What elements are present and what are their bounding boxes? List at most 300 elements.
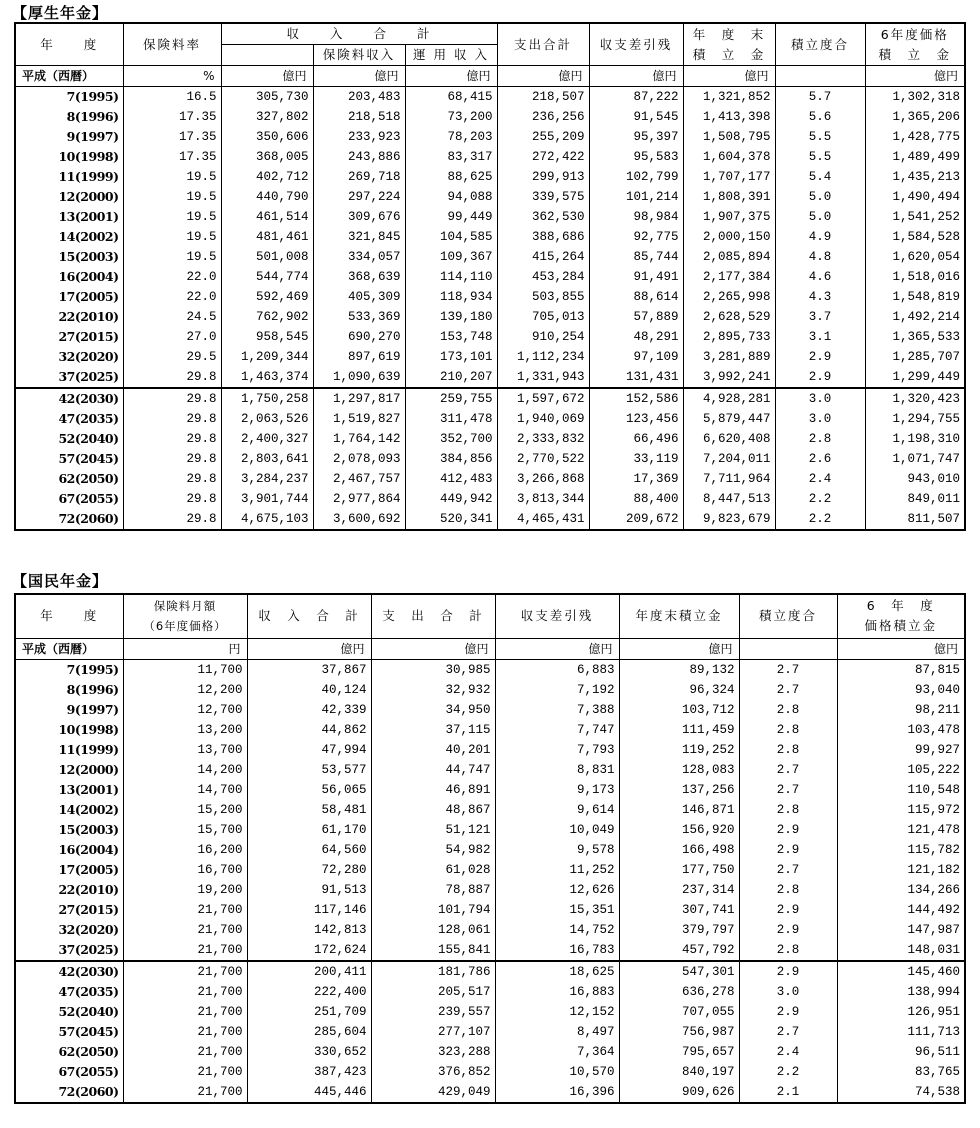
- kokumin-cell-income-total: 72,280: [247, 860, 371, 880]
- kosei-cell-rate: 19.5: [123, 207, 221, 227]
- kosei-cell-rate: 19.5: [123, 247, 221, 267]
- kokumin-cell-expense-total: 48,867: [371, 800, 495, 820]
- kosei-cell-income-investment: 88,625: [405, 167, 497, 187]
- kosei-cell-reserve: 3,992,241: [683, 367, 775, 388]
- kokumin-cell-year: 37(2025): [15, 940, 123, 961]
- kokumin-header-premium: [123, 594, 247, 638]
- kokumin-cell-balance: 16,783: [495, 940, 619, 961]
- kosei-cell-income-investment: 153,748: [405, 327, 497, 347]
- kosei-cell-year: 32(2020): [15, 347, 123, 367]
- kosei-header-ratio: 積立度合: [775, 23, 865, 66]
- kokumin-header-ratio: 積立度合: [739, 594, 837, 638]
- kosei-cell-income-premium: 2,467,757: [313, 469, 405, 489]
- kosei-cell-reserve: 1,508,795: [683, 127, 775, 147]
- kosei-cell-balance: 131,431: [589, 367, 683, 388]
- kosei-unit-rate: %: [123, 66, 221, 87]
- kosei-cell-balance: 87,222: [589, 87, 683, 108]
- kosei-cell-income-investment: 449,942: [405, 489, 497, 509]
- kosei-cell-income-investment: 259,755: [405, 388, 497, 409]
- kokumin-cell-expense-total: 32,932: [371, 680, 495, 700]
- kokumin-cell-year: 13(2001): [15, 780, 123, 800]
- kokumin-cell-balance: 9,614: [495, 800, 619, 820]
- kosei-header-reserve-line1: 年 度 末: [692, 26, 766, 42]
- kosei-cell-income-premium: 1,764,142: [313, 429, 405, 449]
- kosei-header-reserve-line2: 積 立 金: [692, 46, 766, 62]
- kosei-cell-reserve6: 811,507: [865, 509, 965, 530]
- kokumin-cell-reserve: 379,797: [619, 920, 739, 940]
- kokumin-cell-reserve: 146,871: [619, 800, 739, 820]
- kosei-cell-expense-total: 705,013: [497, 307, 589, 327]
- kosei-cell-ratio: 4.8: [775, 247, 865, 267]
- kosei-cell-income-total: 2,803,641: [221, 449, 313, 469]
- kosei-cell-rate: 22.0: [123, 287, 221, 307]
- kokumin-cell-reserve6: 99,927: [837, 740, 965, 760]
- kosei-cell-rate: 29.8: [123, 469, 221, 489]
- kosei-cell-reserve: 1,321,852: [683, 87, 775, 108]
- kokumin-cell-reserve: 119,252: [619, 740, 739, 760]
- kosei-cell-year: 9(1997): [15, 127, 123, 147]
- kokumin-table-row: [15, 961, 965, 982]
- kokumin-cell-reserve: 156,920: [619, 820, 739, 840]
- kosei-cell-ratio: 2.6: [775, 449, 865, 469]
- kosei-cell-balance: 95,397: [589, 127, 683, 147]
- kosei-header-income-premium: 保険料収入: [313, 45, 405, 66]
- kosei-table-row: [15, 307, 965, 327]
- kosei-cell-rate: 17.35: [123, 147, 221, 167]
- kosei-cell-expense-total: 362,530: [497, 207, 589, 227]
- kokumin-cell-ratio: 2.9: [739, 961, 837, 982]
- kokumin-cell-balance: 8,497: [495, 1022, 619, 1042]
- kokumin-cell-ratio: 2.4: [739, 1042, 837, 1062]
- kokumin-cell-reserve6: 110,548: [837, 780, 965, 800]
- kosei-cell-ratio: 2.9: [775, 367, 865, 388]
- kosei-cell-rate: 29.8: [123, 509, 221, 530]
- kosei-table-row: [15, 509, 965, 530]
- kokumin-cell-balance: 16,883: [495, 982, 619, 1002]
- kosei-cell-rate: 19.5: [123, 227, 221, 247]
- kokumin-cell-reserve6: 111,713: [837, 1022, 965, 1042]
- kokumin-cell-income-total: 44,862: [247, 720, 371, 740]
- kosei-cell-balance: 152,586: [589, 388, 683, 409]
- kosei-cell-ratio: 2.4: [775, 469, 865, 489]
- kosei-table-row: [15, 207, 965, 227]
- kosei-cell-income-total: 4,675,103: [221, 509, 313, 530]
- kokumin-cell-year: 12(2000): [15, 760, 123, 780]
- kosei-cell-income-investment: 99,449: [405, 207, 497, 227]
- kosei-cell-income-premium: 233,923: [313, 127, 405, 147]
- kokumin-cell-premium: 15,700: [123, 820, 247, 840]
- kosei-cell-reserve6: 1,620,054: [865, 247, 965, 267]
- kosei-cell-reserve: 9,823,679: [683, 509, 775, 530]
- kosei-cell-balance: 17,369: [589, 469, 683, 489]
- kosei-cell-year: 11(1999): [15, 167, 123, 187]
- kosei-cell-income-investment: 520,341: [405, 509, 497, 530]
- kosei-cell-income-total: 762,902: [221, 307, 313, 327]
- kokumin-cell-year: 42(2030): [15, 961, 123, 982]
- kokumin-cell-income-total: 58,481: [247, 800, 371, 820]
- kokumin-cell-ratio: 2.7: [739, 760, 837, 780]
- kokumin-cell-balance: 9,578: [495, 840, 619, 860]
- kokumin-table: [14, 593, 966, 1104]
- kokumin-cell-balance: 16,396: [495, 1082, 619, 1103]
- kosei-header-balance: 収支差引残: [589, 23, 683, 66]
- kokumin-cell-balance: 18,625: [495, 961, 619, 982]
- kosei-cell-balance: 48,291: [589, 327, 683, 347]
- kosei-cell-reserve6: 1,428,775: [865, 127, 965, 147]
- kosei-cell-ratio: 3.1: [775, 327, 865, 347]
- kosei-cell-income-investment: 73,200: [405, 107, 497, 127]
- kokumin-cell-ratio: 2.2: [739, 1062, 837, 1082]
- kosei-table-row: [15, 147, 965, 167]
- kosei-cell-income-premium: 203,483: [313, 87, 405, 108]
- kosei-cell-reserve6: 1,541,252: [865, 207, 965, 227]
- kosei-cell-rate: 19.5: [123, 187, 221, 207]
- kosei-cell-expense-total: 236,256: [497, 107, 589, 127]
- kosei-cell-year: 62(2050): [15, 469, 123, 489]
- kosei-cell-expense-total: 1,940,069: [497, 409, 589, 429]
- kosei-table-row: [15, 327, 965, 347]
- kosei-cell-rate: 17.35: [123, 127, 221, 147]
- kosei-cell-reserve: 2,628,529: [683, 307, 775, 327]
- kokumin-cell-premium: 12,700: [123, 700, 247, 720]
- kosei-table: [14, 22, 966, 531]
- kosei-cell-expense-total: 2,333,832: [497, 429, 589, 449]
- kosei-table-row: [15, 87, 965, 108]
- kokumin-cell-balance: 7,747: [495, 720, 619, 740]
- kokumin-header-premium-line1: 保険料月額: [153, 599, 217, 614]
- kokumin-unit-ratio: [739, 638, 837, 659]
- kokumin-cell-premium: 21,700: [123, 1042, 247, 1062]
- kokumin-cell-premium: 19,200: [123, 880, 247, 900]
- kosei-cell-income-premium: 269,718: [313, 167, 405, 187]
- kokumin-header-balance: 収支差引残: [495, 594, 619, 638]
- kokumin-table-row: [15, 1082, 965, 1103]
- kokumin-cell-expense-total: 37,115: [371, 720, 495, 740]
- kokumin-cell-reserve: 166,498: [619, 840, 739, 860]
- kokumin-cell-premium: 21,700: [123, 1082, 247, 1103]
- kokumin-cell-expense-total: 30,985: [371, 659, 495, 680]
- kosei-cell-reserve6: 943,010: [865, 469, 965, 489]
- kokumin-cell-reserve6: 103,478: [837, 720, 965, 740]
- kokumin-cell-income-total: 40,124: [247, 680, 371, 700]
- kokumin-cell-reserve6: 87,815: [837, 659, 965, 680]
- kokumin-table-row: [15, 720, 965, 740]
- kosei-cell-income-investment: 94,088: [405, 187, 497, 207]
- kokumin-cell-ratio: 2.8: [739, 800, 837, 820]
- kokumin-table-row: [15, 900, 965, 920]
- kosei-cell-income-total: 327,802: [221, 107, 313, 127]
- kokumin-cell-year: 11(1999): [15, 740, 123, 760]
- kosei-unit-balance: 億円: [589, 66, 683, 87]
- kokumin-cell-reserve: 840,197: [619, 1062, 739, 1082]
- kosei-cell-reserve: 1,907,375: [683, 207, 775, 227]
- kosei-cell-income-investment: 83,317: [405, 147, 497, 167]
- kokumin-header-reserve6: [837, 594, 965, 638]
- kosei-cell-year: 13(2001): [15, 207, 123, 227]
- kosei-table-row: [15, 187, 965, 207]
- kosei-cell-balance: 101,214: [589, 187, 683, 207]
- kosei-cell-income-total: 3,901,744: [221, 489, 313, 509]
- kosei-cell-rate: 29.8: [123, 429, 221, 449]
- kokumin-table-row: [15, 920, 965, 940]
- kokumin-cell-premium: 21,700: [123, 1062, 247, 1082]
- kokumin-cell-year: 15(2003): [15, 820, 123, 840]
- kokumin-cell-reserve: 547,301: [619, 961, 739, 982]
- kokumin-cell-reserve: 636,278: [619, 982, 739, 1002]
- kosei-cell-year: 10(1998): [15, 147, 123, 167]
- kokumin-cell-year: 32(2020): [15, 920, 123, 940]
- kosei-cell-balance: 209,672: [589, 509, 683, 530]
- kosei-cell-ratio: 2.2: [775, 489, 865, 509]
- kosei-cell-reserve6: 1,294,755: [865, 409, 965, 429]
- kosei-cell-balance: 91,491: [589, 267, 683, 287]
- kokumin-cell-reserve6: 121,182: [837, 860, 965, 880]
- kosei-cell-year: 17(2005): [15, 287, 123, 307]
- kosei-cell-balance: 102,799: [589, 167, 683, 187]
- kokumin-cell-reserve6: 145,460: [837, 961, 965, 982]
- kosei-cell-reserve6: 1,198,310: [865, 429, 965, 449]
- kosei-cell-expense-total: 218,507: [497, 87, 589, 108]
- kokumin-cell-ratio: 2.7: [739, 680, 837, 700]
- kokumin-cell-income-total: 172,624: [247, 940, 371, 961]
- kokumin-cell-income-total: 142,813: [247, 920, 371, 940]
- kosei-cell-rate: 29.8: [123, 388, 221, 409]
- kosei-header-reserve6: [865, 23, 965, 66]
- kosei-cell-ratio: 2.9: [775, 347, 865, 367]
- kokumin-table-row: [15, 1042, 965, 1062]
- kokumin-cell-reserve6: 138,994: [837, 982, 965, 1002]
- kosei-unit-ratio: [775, 66, 865, 87]
- kosei-cell-income-premium: 533,369: [313, 307, 405, 327]
- kosei-table-row: [15, 489, 965, 509]
- kokumin-cell-premium: 21,700: [123, 1022, 247, 1042]
- kosei-cell-income-premium: 297,224: [313, 187, 405, 207]
- kokumin-table-row: [15, 840, 965, 860]
- kokumin-cell-income-total: 330,652: [247, 1042, 371, 1062]
- kosei-cell-reserve: 4,928,281: [683, 388, 775, 409]
- kosei-cell-rate: 29.8: [123, 409, 221, 429]
- kokumin-cell-income-total: 117,146: [247, 900, 371, 920]
- kokumin-cell-income-total: 42,339: [247, 700, 371, 720]
- kokumin-cell-balance: 12,152: [495, 1002, 619, 1022]
- kosei-cell-expense-total: 453,284: [497, 267, 589, 287]
- kosei-cell-income-total: 3,284,237: [221, 469, 313, 489]
- kosei-cell-year: 57(2045): [15, 449, 123, 469]
- kokumin-cell-ratio: 2.1: [739, 1082, 837, 1103]
- kokumin-cell-balance: 15,351: [495, 900, 619, 920]
- kosei-cell-year: 52(2040): [15, 429, 123, 449]
- kosei-cell-expense-total: 3,266,868: [497, 469, 589, 489]
- kokumin-table-row: [15, 880, 965, 900]
- kokumin-table-row: [15, 659, 965, 680]
- kokumin-cell-year: 22(2010): [15, 880, 123, 900]
- kokumin-cell-premium: 13,700: [123, 740, 247, 760]
- kokumin-cell-premium: 14,200: [123, 760, 247, 780]
- kokumin-cell-premium: 12,200: [123, 680, 247, 700]
- kosei-cell-year: 22(2010): [15, 307, 123, 327]
- kosei-cell-balance: 66,496: [589, 429, 683, 449]
- kokumin-cell-reserve: 103,712: [619, 700, 739, 720]
- kosei-cell-rate: 22.0: [123, 267, 221, 287]
- kokumin-cell-income-total: 61,170: [247, 820, 371, 840]
- kokumin-cell-reserve6: 115,972: [837, 800, 965, 820]
- kokumin-cell-income-total: 47,994: [247, 740, 371, 760]
- kokumin-cell-income-total: 387,423: [247, 1062, 371, 1082]
- kosei-cell-expense-total: 1,597,672: [497, 388, 589, 409]
- kosei-cell-expense-total: 3,813,344: [497, 489, 589, 509]
- kokumin-table-row: [15, 820, 965, 840]
- kosei-cell-reserve: 2,265,998: [683, 287, 775, 307]
- kokumin-cell-ratio: 2.8: [739, 700, 837, 720]
- kokumin-cell-income-total: 56,065: [247, 780, 371, 800]
- kokumin-cell-ratio: 2.9: [739, 920, 837, 940]
- kokumin-unit-income-total: 億円: [247, 638, 371, 659]
- kokumin-table-row: [15, 800, 965, 820]
- kokumin-cell-reserve: 795,657: [619, 1042, 739, 1062]
- kosei-cell-income-total: 544,774: [221, 267, 313, 287]
- kosei-cell-rate: 16.5: [123, 87, 221, 108]
- kosei-cell-ratio: 3.7: [775, 307, 865, 327]
- kokumin-cell-reserve: 457,792: [619, 940, 739, 961]
- kokumin-cell-premium: 21,700: [123, 982, 247, 1002]
- kosei-cell-balance: 97,109: [589, 347, 683, 367]
- kokumin-cell-ratio: 3.0: [739, 982, 837, 1002]
- kosei-cell-reserve6: 1,518,016: [865, 267, 965, 287]
- kosei-table-row: [15, 469, 965, 489]
- kokumin-cell-premium: 15,200: [123, 800, 247, 820]
- kokumin-cell-premium: 21,700: [123, 900, 247, 920]
- kokumin-cell-reserve6: 105,222: [837, 760, 965, 780]
- kokumin-cell-year: 7(1995): [15, 659, 123, 680]
- kosei-cell-ratio: 5.6: [775, 107, 865, 127]
- kosei-unit-income-premium: 億円: [313, 66, 405, 87]
- kosei-cell-reserve6: 1,489,499: [865, 147, 965, 167]
- kokumin-table-row: [15, 700, 965, 720]
- kosei-cell-year: 14(2002): [15, 227, 123, 247]
- kosei-cell-ratio: 5.5: [775, 127, 865, 147]
- kokumin-unit-premium: 円: [123, 638, 247, 659]
- kokumin-cell-reserve: 756,987: [619, 1022, 739, 1042]
- kokumin-table-row: [15, 940, 965, 961]
- kosei-header-income-investment: 運 用 収 入: [405, 45, 497, 66]
- kokumin-cell-reserve6: 144,492: [837, 900, 965, 920]
- kokumin-cell-expense-total: 239,557: [371, 1002, 495, 1022]
- kosei-table-row: [15, 107, 965, 127]
- kosei-cell-rate: 29.5: [123, 347, 221, 367]
- kokumin-cell-expense-total: 429,049: [371, 1082, 495, 1103]
- kosei-cell-rate: 19.5: [123, 167, 221, 187]
- kokumin-table-row: [15, 982, 965, 1002]
- kokumin-cell-reserve6: 148,031: [837, 940, 965, 961]
- kosei-table-row: [15, 429, 965, 449]
- kokumin-cell-balance: 7,364: [495, 1042, 619, 1062]
- kokumin-table-row: [15, 1002, 965, 1022]
- kosei-cell-income-total: 481,461: [221, 227, 313, 247]
- kosei-cell-year: 47(2035): [15, 409, 123, 429]
- kosei-cell-expense-total: 255,209: [497, 127, 589, 147]
- kosei-cell-expense-total: 339,575: [497, 187, 589, 207]
- kokumin-cell-year: 47(2035): [15, 982, 123, 1002]
- kosei-cell-income-premium: 243,886: [313, 147, 405, 167]
- kosei-unit-income-investment: 億円: [405, 66, 497, 87]
- kokumin-cell-expense-total: 323,288: [371, 1042, 495, 1062]
- kokumin-cell-income-total: 200,411: [247, 961, 371, 982]
- kosei-cell-income-total: 402,712: [221, 167, 313, 187]
- kosei-cell-income-investment: 109,367: [405, 247, 497, 267]
- kosei-cell-reserve: 1,413,398: [683, 107, 775, 127]
- kosei-cell-reserve6: 1,365,206: [865, 107, 965, 127]
- kokumin-cell-year: 14(2002): [15, 800, 123, 820]
- kosei-cell-income-premium: 1,090,639: [313, 367, 405, 388]
- kosei-cell-ratio: 5.5: [775, 147, 865, 167]
- kosei-cell-income-investment: 104,585: [405, 227, 497, 247]
- kosei-cell-year: 7(1995): [15, 87, 123, 108]
- kokumin-cell-balance: 7,793: [495, 740, 619, 760]
- kokumin-unit-expense-total: 億円: [371, 638, 495, 659]
- kosei-cell-income-investment: 78,203: [405, 127, 497, 147]
- kokumin-header-reserve6-line1: 6 年 度: [866, 598, 935, 614]
- kosei-table-row: [15, 227, 965, 247]
- kosei-cell-reserve: 2,000,150: [683, 227, 775, 247]
- kosei-cell-expense-total: 4,465,431: [497, 509, 589, 530]
- kosei-table-row: [15, 247, 965, 267]
- kokumin-cell-reserve: 707,055: [619, 1002, 739, 1022]
- kosei-cell-reserve: 8,447,513: [683, 489, 775, 509]
- kokumin-cell-ratio: 2.8: [739, 720, 837, 740]
- kokumin-cell-income-total: 91,513: [247, 880, 371, 900]
- kokumin-cell-year: 10(1998): [15, 720, 123, 740]
- kokumin-cell-expense-total: 34,950: [371, 700, 495, 720]
- kosei-header-reserve6-line2: 積 立 金: [878, 46, 952, 62]
- kosei-cell-income-premium: 368,639: [313, 267, 405, 287]
- kosei-header-expense-total: 支出合計: [497, 23, 589, 66]
- kosei-cell-reserve: 1,808,391: [683, 187, 775, 207]
- kokumin-cell-reserve: 307,741: [619, 900, 739, 920]
- kosei-table-row: [15, 388, 965, 409]
- kokumin-cell-income-total: 64,560: [247, 840, 371, 860]
- kokumin-cell-reserve: 128,083: [619, 760, 739, 780]
- kokumin-cell-year: 52(2040): [15, 1002, 123, 1022]
- kosei-unit-row: [15, 66, 965, 87]
- kokumin-cell-expense-total: 376,852: [371, 1062, 495, 1082]
- kosei-cell-expense-total: 415,264: [497, 247, 589, 267]
- kosei-cell-income-premium: 405,309: [313, 287, 405, 307]
- kosei-cell-income-total: 305,730: [221, 87, 313, 108]
- kosei-cell-ratio: 3.0: [775, 409, 865, 429]
- kosei-cell-reserve6: 1,320,423: [865, 388, 965, 409]
- kosei-table-row: [15, 287, 965, 307]
- kokumin-cell-reserve: 237,314: [619, 880, 739, 900]
- kosei-cell-reserve: 1,707,177: [683, 167, 775, 187]
- kosei-cell-year: 12(2000): [15, 187, 123, 207]
- kosei-cell-income-total: 592,469: [221, 287, 313, 307]
- kosei-cell-balance: 33,119: [589, 449, 683, 469]
- kosei-unit-reserve: 億円: [683, 66, 775, 87]
- kokumin-cell-ratio: 2.7: [739, 659, 837, 680]
- kosei-cell-income-premium: 3,600,692: [313, 509, 405, 530]
- kokumin-unit-row: [15, 638, 965, 659]
- kosei-cell-ratio: 3.0: [775, 388, 865, 409]
- kokumin-header-reserve6-line2: 価格積立金: [864, 618, 937, 634]
- kosei-cell-income-premium: 334,057: [313, 247, 405, 267]
- kokumin-cell-balance: 12,626: [495, 880, 619, 900]
- kosei-unit-income-total: 億円: [221, 66, 313, 87]
- kokumin-cell-year: 67(2055): [15, 1062, 123, 1082]
- kosei-cell-income-investment: 412,483: [405, 469, 497, 489]
- kokumin-cell-year: 72(2060): [15, 1082, 123, 1103]
- kosei-cell-reserve6: 1,071,747: [865, 449, 965, 469]
- kokumin-table-row: [15, 1062, 965, 1082]
